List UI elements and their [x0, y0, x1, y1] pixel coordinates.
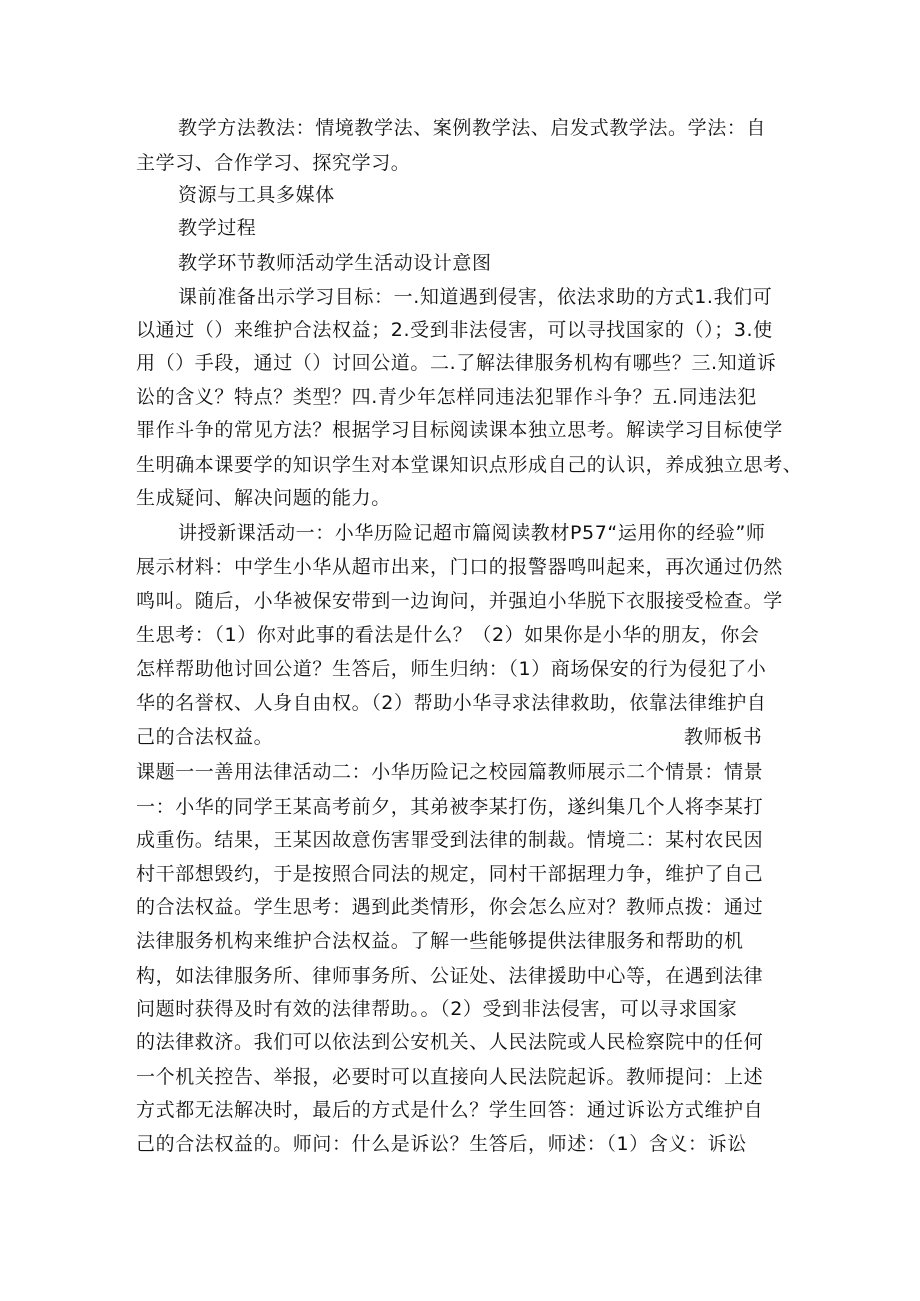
text-line: 己的合法权益的。师问：什么是诉讼？生答后，师述：（1）含义：诉讼: [136, 1133, 747, 1155]
text-line: 教学环节教师活动学生活动设计意图: [178, 252, 492, 274]
text-line: 展示材料：中学生小华从超市出来，门口的报警器鸣叫起来，再次通过仍然: [136, 556, 783, 578]
text-line: 的合法权益。学生思考：遇到此类情形，你会怎么应对？教师点拨：通过: [136, 896, 764, 918]
text-line: 生明确本课要学的知识学生对本堂课知识点形成自己的认识，养成独立思考、: [136, 454, 803, 476]
text-line: 罪作斗争的常见方法？根据学习目标阅读课本独立思考。解读学习目标使学: [136, 419, 783, 441]
text-line: 一个机关控告、举报，必要时可以直接向人民法院起诉。教师提问：上述: [136, 1066, 764, 1088]
text-line: 构，如法律服务所、律师事务所、公证处、法律援助中心等，在遇到法律: [136, 965, 764, 987]
text-line: 用（）手段，通过（）讨回公道。二.了解法律服务机构有哪些？三.知道诉: [136, 352, 777, 374]
text-line: 生成疑问、解决问题的能力。: [136, 487, 391, 509]
text-line: 怎样帮助他讨回公道？生答后，师生归纳：（1）商场保安的行为侵犯了小: [136, 658, 767, 680]
text-line: 教学方法教法：情境教学法、案例教学法、启发式教学法。学法：自: [178, 117, 767, 139]
text-line: 资源与工具多媒体: [178, 184, 335, 206]
text-line: 华的名誉权、人身自由权。（2）帮助小华寻求法律救助，依靠法律维护自: [136, 692, 767, 714]
text-line: 法律服务机构来维护合法权益。了解一些能够提供法律服务和帮助的机: [136, 930, 744, 952]
text-line: 课前准备出示学习目标：一.知道遇到侵害，依法求助的方式1.我们可: [178, 286, 773, 308]
text-line: 的法律救济。我们可以依法到公安机关、人民法院或人民检察院中的任何: [136, 1031, 764, 1053]
text-line: 教学过程: [178, 217, 257, 239]
text-line: 一：小华的同学王某高考前夕，其弟被李某打伤，遂纠集几个人将李某打: [136, 796, 764, 818]
text-line: 方式都无法解决时，最后的方式是什么？学生回答：通过诉讼方式维护自: [136, 1099, 764, 1121]
text-line: 成重伤。结果，王某因故意伤害罪受到法律的制裁。情境二：某村农民因: [136, 829, 764, 851]
board-label: 教师板书: [684, 726, 763, 748]
text-line: 问题时获得及时有效的法律帮助。。（2）受到非法侵害，可以寻求国家: [136, 998, 738, 1020]
text-line: 鸣叫。随后，小华被保安带到一边询问，并强迫小华脱下衣服接受检查。学: [136, 590, 783, 612]
text-line: 讲授新课活动一：小华历险记超市篇阅读教材P57“运用你的经验”师: [178, 522, 766, 544]
text-line: 以通过（）来维护合法权益；2.受到非法侵害，可以寻找国家的（）；3.使: [136, 319, 773, 341]
text-line: 己的合法权益。: [136, 726, 274, 748]
text-line: 村干部想毁约，于是按照合同法的规定，同村干部据理力争，维护了自己: [136, 863, 764, 885]
text-line: 主学习、合作学习、探究学习。: [136, 152, 411, 174]
text-line: 课题一一善用法律活动二：小华历险记之校园篇教师展示二个情景：情景: [136, 761, 764, 783]
text-line: 讼的含义？特点？类型？四.青少年怎样同违法犯罪作斗争？五.同违法犯: [136, 386, 757, 408]
text-line: 生思考：（1）你对此事的看法是什么？（2）如果你是小华的朋友，你会: [136, 624, 760, 646]
